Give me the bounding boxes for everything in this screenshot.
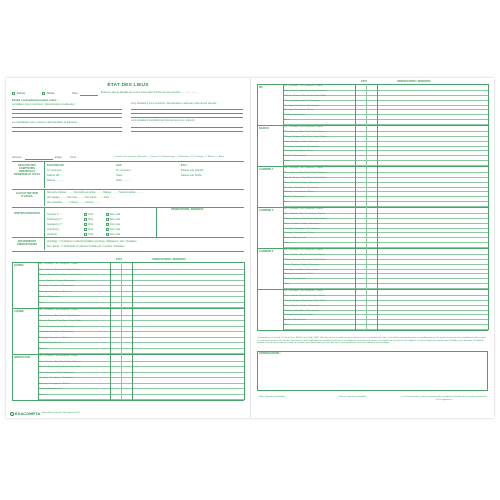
etat-split-rule bbox=[366, 84, 367, 330]
cles-line-1: Clés porte d'entrée : ........ Clés boîte aux lettres : ........ Badges : ........ Télécommandes : ........ bbox=[47, 192, 143, 194]
partie-vide-4: Vide bbox=[88, 228, 94, 231]
room-item: Meubles / Équipements bbox=[284, 114, 306, 117]
right-page bbox=[251, 78, 494, 418]
partie-nonvide-checkbox[interactable] bbox=[106, 213, 109, 216]
table-column-rule bbox=[355, 84, 356, 330]
room-item: Autres bbox=[284, 160, 291, 163]
partie-vide-checkbox[interactable] bbox=[84, 213, 87, 216]
partie-nonvide-1: Non vide bbox=[110, 213, 121, 216]
room-item: Portes / Fenêtres / Volets / Persiennes bbox=[284, 304, 320, 307]
room-item: Chauffage / Ventilation / Climatisation bbox=[284, 227, 319, 230]
room-item: Meubles / Équipements bbox=[284, 155, 306, 158]
room-label: WC bbox=[259, 86, 263, 89]
room-item: Plafond - Peinture / Pap. Peint / Crépi / Dalles bbox=[284, 299, 327, 302]
room-item: Meubles / Équipements bbox=[39, 296, 61, 298]
logo-mark-icon bbox=[10, 412, 14, 416]
room-item-row[interactable] bbox=[38, 394, 244, 395]
room-item: Meubles / Équipements bbox=[284, 319, 306, 322]
room-item: Chauffage / Ventilation / Climatisation bbox=[284, 268, 319, 271]
partie-vide-2: Vide bbox=[88, 218, 94, 221]
mandataire-label: Le mandataire (nom, prénom / dénomination et adresse) : bbox=[12, 121, 79, 124]
room-item: Éclairage / Interrupteurs / Prises bbox=[39, 290, 69, 293]
elec-index: Relevé HP : bbox=[47, 174, 61, 177]
sign-bailleur: Nom / Signature du bailleur bbox=[259, 396, 286, 398]
eau-froide: Relevé eau froide : bbox=[181, 174, 203, 177]
legal-notice: Conformément à l'article 3-2 de la loi n° 89-462 du 6 juillet 1989, l'état des lieux est établi lors de la remise et de la restitution des clés. Il est établi contradictoirement et amiablement par les parties ou par un tiers mandaté par elles et joint au contrat de location. Si l'état des lieux ne peut être établi dans les conditions prévues, il est établi par un huissier de justice, à l'initiative de la partie la plus diligente, à frais partagés par moitié entre le bailleur et le locataire. Pendant le premier mois de la période de chauffe, le locataire peut demander que l'état des lieux soit complété par l'état des éléments de chauffage. bbox=[257, 337, 486, 345]
table-column-rule bbox=[132, 262, 133, 400]
sortie-checkbox[interactable] bbox=[42, 92, 45, 95]
room-item: Chauffage / Ventilation / Climatisation bbox=[284, 145, 319, 148]
table-column-rule bbox=[257, 84, 258, 330]
sign-date: Date et signature du bailleur bbox=[339, 396, 367, 398]
cles-line-3: Clés (quantité) : ........ Code(s) : ........ Autre(s) : ........ bbox=[47, 202, 101, 204]
room-item: Éclairage / Interrupteurs / Prises bbox=[284, 150, 314, 153]
room-item: Sol - Carrelage / Lino / Moquette / Parquet bbox=[284, 85, 324, 87]
room-item: Sol - Carrelage / Lino / Moquette / Parquet bbox=[39, 309, 79, 311]
room-item: Meubles / Équipements bbox=[39, 342, 61, 344]
left-page bbox=[6, 78, 251, 418]
room-item: Murs - Peinture / Pap. Peint / Crépi / Faïence bbox=[284, 212, 326, 215]
room-divider bbox=[257, 330, 488, 331]
room-item: Plafond - Peinture / Pap. Peint / Crépi / Dalles bbox=[39, 366, 82, 368]
electricite-label: ÉLECTRICITÉ bbox=[47, 164, 65, 167]
room-item: Portes / Fenêtres / Volets / Persiennes bbox=[284, 181, 320, 184]
room-item: Portes / Fenêtres / Volets / Persiennes bbox=[284, 222, 320, 225]
room-item: Autres bbox=[284, 201, 291, 204]
partie-nonvide-checkbox[interactable] bbox=[106, 233, 109, 236]
bailleur-label: Le bailleur (nom et prénom / dénomination et adresse) : bbox=[12, 103, 76, 106]
gaz-label: GAZ bbox=[116, 164, 122, 167]
table-column-rule bbox=[12, 262, 13, 400]
partie-nonvide-2: Non vide bbox=[110, 218, 121, 221]
partie-vide-1: Vide bbox=[88, 213, 94, 216]
room-item: Portes / Fenêtres / Volets / Persiennes bbox=[39, 371, 75, 374]
room-item: Éclairage / Interrupteurs / Prises bbox=[39, 336, 69, 339]
room-item: Autres bbox=[284, 324, 291, 327]
equipements-line-2: Eau chaude : ☐ individuelle ☐ collective Chauffe-eau / Cumulus / Chaudière bbox=[47, 246, 125, 248]
etabli-label: Établi contradictoirement entre : bbox=[12, 98, 59, 102]
parties-label: PARTIES PRIVATIVES bbox=[14, 212, 40, 215]
room-item-row[interactable] bbox=[38, 348, 244, 349]
room-item: Murs - Peinture / Pap. Peint / Crépi / Faïence bbox=[284, 89, 326, 92]
room-label: SDB/DOUCHE bbox=[14, 356, 31, 359]
room-item: Portes / Fenêtres / Volets / Persiennes bbox=[284, 99, 320, 102]
gaz-compteur: N° compteur : bbox=[116, 169, 132, 172]
observations-header: OBSERVATIONS / RÉSERVES bbox=[152, 258, 186, 261]
table-column-rule bbox=[488, 84, 489, 330]
room-item: Autres bbox=[284, 119, 291, 122]
eau-chaude: Relevé eau chaude : bbox=[181, 169, 205, 172]
gaz-index-hc: Index ............ bbox=[116, 179, 132, 182]
locataires-label: Le(s) locataire(s) (nom et prénom / dénomination et adresse) et lieu de leur domicile : bbox=[131, 103, 218, 105]
domicile-label: Le(s) locataire(s) domicilié(s) de l'état des lieux (nom, prénom) : bbox=[131, 120, 196, 122]
cles-label: CLÉS ET MOYENS D'ACCÈS bbox=[15, 192, 39, 198]
etat-header: ÉTAT bbox=[116, 258, 122, 261]
room-item: Autres bbox=[39, 347, 46, 350]
exacompta-logo bbox=[10, 411, 40, 416]
partie-label-4: Grenier(s) : bbox=[47, 228, 61, 231]
observations-header: OBSERVATIONS / RÉSERVES bbox=[397, 80, 431, 83]
room-item: Portes / Fenêtres / Volets / Persiennes bbox=[39, 325, 75, 328]
room-item-row[interactable] bbox=[38, 302, 244, 303]
table-column-rule bbox=[283, 84, 284, 330]
room-item: Sol - Carrelage / Lino / Moquette / Parquet bbox=[39, 263, 79, 265]
room-item-row[interactable] bbox=[283, 160, 488, 161]
compteurs-label: RELEVÉS DES COMPTEURS INDIVIDUELS D'ÉNERGIE ET D'EAU bbox=[14, 164, 40, 176]
room-item: Sol - Carrelage / Lino / Moquette / Parquet bbox=[284, 126, 324, 128]
room-item-row[interactable] bbox=[283, 283, 488, 284]
partie-nonvide-3: Non vide bbox=[110, 223, 121, 226]
room-item: Portes / Fenêtres / Volets / Persiennes bbox=[284, 263, 320, 266]
room-item: Meubles / Équipements bbox=[284, 278, 306, 281]
partie-label-3: Garage(s) n° : bbox=[47, 223, 64, 226]
document-spread bbox=[6, 78, 494, 418]
room-label: SÉJOUR bbox=[259, 127, 269, 130]
room-item: Meubles / Équipements bbox=[39, 388, 61, 390]
partie-nonvide-5: Non vide bbox=[110, 233, 121, 236]
elec-compteur: N° compteur : bbox=[47, 169, 63, 172]
room-item: Chauffage / Ventilation / Climatisation bbox=[284, 186, 319, 189]
partie-vide-checkbox[interactable] bbox=[84, 233, 87, 236]
room-item: Sol - Carrelage / Lino / Moquette / Parquet bbox=[284, 167, 324, 169]
room-item-row[interactable] bbox=[283, 119, 488, 120]
room-label: CUISINE bbox=[14, 310, 24, 313]
partie-label-2: Parking(s) n° : bbox=[47, 218, 64, 221]
room-label: CHAMBRE 3 bbox=[259, 250, 274, 253]
partie-vide-checkbox[interactable] bbox=[84, 218, 87, 221]
room-item: Autres bbox=[284, 283, 291, 286]
room-item-row[interactable] bbox=[38, 296, 244, 297]
logo-text: EXACOMPTA bbox=[15, 411, 41, 416]
entree-checkbox[interactable] bbox=[12, 92, 15, 95]
date-label: Date : bbox=[72, 92, 79, 95]
elec-releve: Relevé ............ bbox=[47, 179, 65, 182]
room-item: Plafond - Peinture / Pap. Peint / Crépi / Dalles bbox=[39, 320, 82, 322]
room-label: CHAMBRE 2 bbox=[259, 209, 274, 212]
partie-nonvide-checkbox[interactable] bbox=[106, 223, 109, 226]
room-item: Portes / Fenêtres / Volets / Persiennes bbox=[39, 279, 75, 282]
observations-label: OBSERVATIONS : bbox=[259, 352, 281, 355]
room-item: Éclairage / Interrupteurs / Prises bbox=[284, 314, 314, 317]
room-item-row[interactable] bbox=[283, 319, 488, 320]
partie-vide-5: Vide bbox=[88, 233, 94, 236]
room-item: Chauffage / Ventilation / Climatisation bbox=[39, 331, 74, 333]
room-item: Autres bbox=[39, 393, 46, 396]
room-item: Meubles / Équipements bbox=[284, 196, 306, 199]
reference-text: Reproduction interdite / Ref. imprimé 3074 bbox=[42, 412, 80, 414]
room-item-row[interactable] bbox=[283, 196, 488, 197]
eau-label: EAU bbox=[181, 164, 187, 167]
room-item: Murs - Peinture / Pap. Peint / Crépi / Faïence bbox=[284, 130, 326, 133]
room-item: Murs - Peinture / Pap. Peint / Crépi / Faïence bbox=[39, 314, 81, 317]
room-item: Éclairage / Interrupteurs / Prises bbox=[284, 191, 314, 194]
room-item: Chauffage / Ventilation / Climatisation bbox=[39, 285, 74, 287]
table-column-rule bbox=[244, 262, 245, 400]
room-item: Murs - Peinture / Pap. Peint / Crépi / Faïence bbox=[284, 294, 326, 297]
room-item: Éclairage / Interrupteurs / Prises bbox=[284, 232, 314, 235]
room-item: Autres bbox=[284, 242, 291, 245]
room-item: Plafond - Peinture / Pap. Peint / Crépi / Dalles bbox=[284, 94, 327, 97]
partie-vide-checkbox[interactable] bbox=[84, 223, 87, 226]
room-item: Sol - Carrelage / Lino / Moquette / Parquet bbox=[284, 249, 324, 251]
room-item: Meubles / Équipements bbox=[284, 237, 306, 240]
room-item-row[interactable] bbox=[283, 201, 488, 202]
page-title: ÉTAT DES LIEUX bbox=[107, 83, 149, 88]
partie-nonvide-4: Non vide bbox=[110, 228, 121, 231]
partie-nonvide-checkbox[interactable] bbox=[106, 228, 109, 231]
etage-label: Étage : bbox=[55, 156, 64, 159]
partie-label-5: Jardin(s) : bbox=[47, 233, 59, 236]
cles-line-2: Clés garage : ........ Clés cave : ........ Clés portail : ........ Autre : ........ bbox=[47, 197, 117, 199]
table-column-rule bbox=[110, 262, 111, 400]
parties-observations-header: OBSERVATIONS / RÉSERVES bbox=[171, 209, 204, 211]
room-item: Murs - Peinture / Pap. Peint / Crépi / Faïence bbox=[39, 360, 81, 363]
room-item: Chauffage / Ventilation / Climatisation bbox=[284, 104, 319, 107]
room-item: Murs - Peinture / Pap. Peint / Crépi / Faïence bbox=[284, 171, 326, 174]
room-item-row[interactable] bbox=[283, 324, 488, 325]
room-item: Chauffage / Ventilation / Climatisation bbox=[284, 309, 319, 312]
partie-vide-checkbox[interactable] bbox=[84, 228, 87, 231]
room-item: Murs - Peinture / Pap. Peint / Crépi / Faïence bbox=[39, 268, 81, 271]
equipements-line-1: Chauffage : ☐ individuel ☐ collectif Installation électrique / Radiateurs / Gaz / Chaudière bbox=[47, 241, 137, 243]
option-line: ☐ quelle est l'ordinaire / Manuelle : ☐ Ouvert / ☐ Relevé étage : ☐ Électrique / ☐ Chauffage : ☐ Relevé : ☐ Autre bbox=[114, 156, 225, 158]
table-column-rule bbox=[38, 262, 39, 400]
room-item: Murs - Peinture / Pap. Peint / Crépi / Faïence bbox=[284, 253, 326, 256]
room-divider bbox=[12, 400, 244, 401]
sortie-label: Sortie bbox=[47, 92, 55, 95]
room-item-row[interactable] bbox=[38, 388, 244, 389]
room-item-row[interactable] bbox=[283, 114, 488, 115]
room-item: Éclairage / Interrupteurs / Prises bbox=[39, 382, 69, 385]
room-item: Plafond - Peinture / Pap. Peint / Crépi / Dalles bbox=[284, 176, 327, 179]
room-label: ENTRÉE bbox=[14, 264, 24, 267]
adresse-label: Adresse : bbox=[12, 156, 23, 159]
room-item: Plafond - Peinture / Pap. Peint / Crépi / Dalles bbox=[284, 258, 327, 261]
porte-label: Porte : bbox=[70, 156, 78, 159]
etat-split-rule bbox=[121, 262, 122, 400]
room-item: Éclairage / Interrupteurs / Prises bbox=[284, 273, 314, 276]
room-item-row[interactable] bbox=[38, 342, 244, 343]
partie-label-1: Cave(s) n° : bbox=[47, 213, 61, 216]
room-item-row[interactable] bbox=[283, 155, 488, 156]
room-item: Sol - Carrelage / Lino / Moquette / Parquet bbox=[39, 355, 79, 357]
room-item: Éclairage / Interrupteurs / Prises bbox=[284, 109, 314, 112]
equipements-label: ÉQUIPEMENTS ÉNERGÉTIQUES bbox=[17, 240, 37, 246]
table-column-rule bbox=[377, 84, 378, 330]
room-item-row[interactable] bbox=[283, 278, 488, 279]
room-label: CHAMBRE 1 bbox=[259, 168, 274, 171]
partie-nonvide-checkbox[interactable] bbox=[106, 218, 109, 221]
room-item: Sol - Carrelage / Lino / Moquette / Parquet bbox=[284, 290, 324, 292]
room-item-row[interactable] bbox=[283, 237, 488, 238]
room-item: Portes / Fenêtres / Volets / Persiennes bbox=[284, 140, 320, 143]
room-item: Plafond - Peinture / Pap. Peint / Crépi / Dalles bbox=[39, 274, 82, 276]
partie-vide-3: Vide bbox=[88, 223, 94, 226]
entree-label: Entrée bbox=[17, 92, 26, 95]
gaz-index: Index : bbox=[116, 174, 124, 177]
observations-box[interactable] bbox=[257, 351, 488, 391]
etat-header: ÉTAT bbox=[361, 80, 367, 83]
sign-locataire: Le ou les locataires, nom et signature des occupants précédés de la mention manuscrite « lu et approuvé » bbox=[401, 396, 487, 401]
entree-date-line: Entrée en date du bail daté du ou du le loueur dans la Fiche des lieux d'entrée : ......../......../........ bbox=[101, 92, 199, 94]
room-item: Plafond - Peinture / Pap. Peint / Crépi / Dalles bbox=[284, 135, 327, 138]
room-item: Autres bbox=[39, 301, 46, 304]
room-item: Chauffage / Ventilation / Climatisation bbox=[39, 377, 74, 379]
room-item: Plafond - Peinture / Pap. Peint / Crépi / Dalles bbox=[284, 217, 327, 220]
room-item-row[interactable] bbox=[283, 242, 488, 243]
room-item: Sol - Carrelage / Lino / Moquette / Parquet bbox=[284, 208, 324, 210]
